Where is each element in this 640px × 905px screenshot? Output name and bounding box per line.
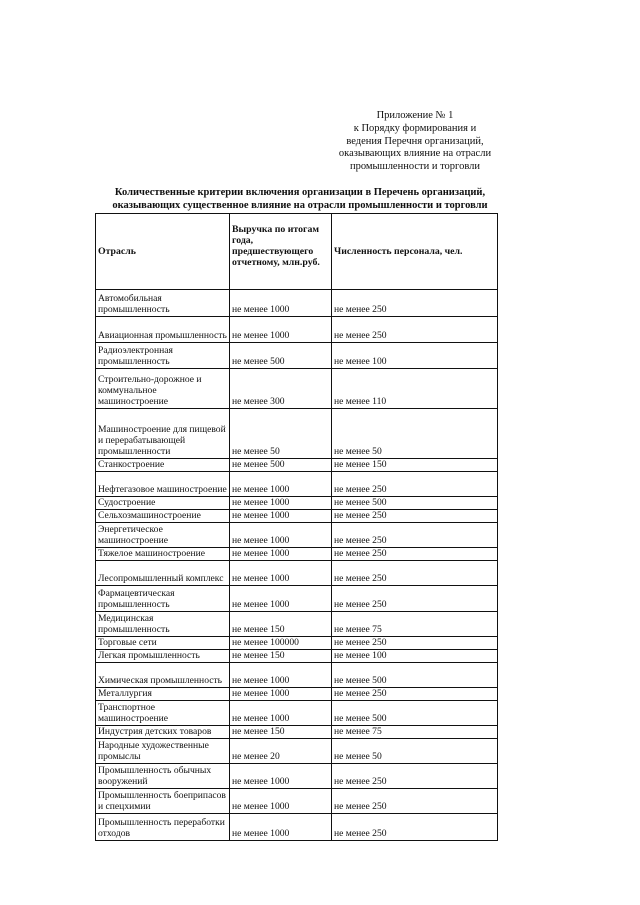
employees-cell: не менее 250 [332,548,498,561]
industry-cell: Химическая промышленность [96,663,230,688]
employees-cell: не менее 50 [332,409,498,459]
revenue-cell: не менее 1000 [230,663,332,688]
industry-cell: Тяжелое машиностроение [96,548,230,561]
industry-cell: Энергетическое машиностроение [96,523,230,548]
employees-cell: не менее 250 [332,789,498,814]
header-industry: Отрасль [96,214,230,290]
revenue-cell: не менее 1000 [230,701,332,726]
industry-cell: Станкостроение [96,459,230,472]
revenue-cell: не менее 150 [230,612,332,637]
industry-cell: Индустрия детских товаров [96,726,230,739]
employees-cell: не менее 250 [332,764,498,789]
criteria-table [95,213,498,841]
revenue-cell: не менее 1000 [230,497,332,510]
employees-cell: не менее 250 [332,814,498,841]
employees-cell: не менее 250 [332,523,498,548]
table-row [96,548,498,561]
industry-cell: Машиностроение для пищевой и перерабатывающей промышленности [96,409,230,459]
table-row [96,561,498,586]
table-body [96,290,498,841]
employees-cell: не менее 150 [332,459,498,472]
title-line-1: Количественные критерии включения организации в Перечень организаций, [114,187,486,198]
industry-cell: Сельхозмашиностроение [96,510,230,523]
table-row [96,343,498,369]
appendix-line: ведения Перечня организаций, [346,135,484,147]
table-row [96,789,498,814]
revenue-cell: не менее 1000 [230,472,332,497]
revenue-cell: не менее 1000 [230,688,332,701]
table-row [96,497,498,510]
table-row [96,369,498,409]
industry-cell: Нефтегазовое машиностроение [96,472,230,497]
industry-cell: Фармацевтическая промышленность [96,586,230,612]
industry-cell: Медицинская промышленность [96,612,230,637]
employees-cell: не менее 250 [332,561,498,586]
industry-cell: Промышленность обычных вооружений [96,764,230,789]
revenue-cell: не менее 20 [230,739,332,764]
industry-cell: Лесопромышленный комплекс [96,561,230,586]
revenue-cell: не менее 500 [230,343,332,369]
industry-cell: Промышленность переработки отходов [96,814,230,841]
table-row [96,701,498,726]
revenue-cell: не менее 150 [230,650,332,663]
revenue-cell: не менее 50 [230,409,332,459]
table-row [96,688,498,701]
industry-cell: Радиоэлектронная промышленность [96,343,230,369]
table-row [96,586,498,612]
industry-cell: Строительно-дорожное и коммунальное машиностроение [96,369,230,409]
employees-cell: не менее 75 [332,726,498,739]
employees-cell: не менее 500 [332,497,498,510]
industry-cell: Судостроение [96,497,230,510]
revenue-cell: не менее 500 [230,459,332,472]
table-row [96,739,498,764]
industry-cell: Легкая промышленность [96,650,230,663]
table-row [96,317,498,343]
revenue-cell: не менее 1000 [230,523,332,548]
revenue-cell: не менее 300 [230,369,332,409]
appendix-line: Приложение № 1 [376,110,454,121]
table-row [96,814,498,841]
employees-cell: не менее 250 [332,317,498,343]
table-row [96,459,498,472]
table-row [96,523,498,548]
table-row [96,409,498,459]
employees-cell: не менее 100 [332,650,498,663]
table-row [96,290,498,317]
employees-cell: не менее 250 [332,510,498,523]
employees-cell: не менее 50 [332,739,498,764]
revenue-cell: не менее 150 [230,726,332,739]
revenue-cell: не менее 1000 [230,317,332,343]
revenue-cell: не менее 1000 [230,586,332,612]
employees-cell: не менее 250 [332,688,498,701]
revenue-cell: не менее 1000 [230,561,332,586]
industry-cell: Автомобильная промышленность [96,290,230,317]
industry-cell: Металлургия [96,688,230,701]
employees-cell: не менее 500 [332,663,498,688]
table-row [96,472,498,497]
table-row [96,764,498,789]
employees-cell: не менее 100 [332,343,498,369]
revenue-cell: не менее 1000 [230,814,332,841]
header-employees: Численность персонала, чел. [332,214,498,290]
employees-cell: не менее 110 [332,369,498,409]
revenue-cell: не менее 1000 [230,764,332,789]
industry-cell: Промышленность боеприпасов и спецхимии [96,789,230,814]
revenue-cell: не менее 1000 [230,290,332,317]
header-revenue: Выручка по итогам года, предшествующего отчетному, млн.руб. [230,214,332,290]
table-row [96,726,498,739]
document-title [90,186,510,212]
appendix-header [330,110,500,174]
employees-cell: не менее 250 [332,472,498,497]
appendix-line: промышленности и торговли [349,161,480,173]
employees-cell: не менее 500 [332,701,498,726]
table-row [96,637,498,650]
table-row [96,612,498,637]
employees-cell: не менее 75 [332,612,498,637]
appendix-line: к Порядку формирования и [353,122,477,134]
industry-cell: Торговые сети [96,637,230,650]
table-row [96,510,498,523]
table-header-row [96,214,498,290]
table-row [96,663,498,688]
employees-cell: не менее 250 [332,290,498,317]
employees-cell: не менее 250 [332,586,498,612]
industry-cell: Транспортное машиностроение [96,701,230,726]
employees-cell: не менее 250 [332,637,498,650]
industry-cell: Народные художественные промыслы [96,739,230,764]
title-line-2: оказывающих существенное влияние на отрасли промышленности и торговли [112,200,488,211]
revenue-cell: не менее 1000 [230,789,332,814]
revenue-cell: не менее 1000 [230,548,332,561]
industry-cell: Авиационная промышленность [96,317,230,343]
appendix-line: оказывающих влияние на отрасли [338,148,492,160]
revenue-cell: не менее 1000 [230,510,332,523]
revenue-cell: не менее 100000 [230,637,332,650]
table-row [96,650,498,663]
